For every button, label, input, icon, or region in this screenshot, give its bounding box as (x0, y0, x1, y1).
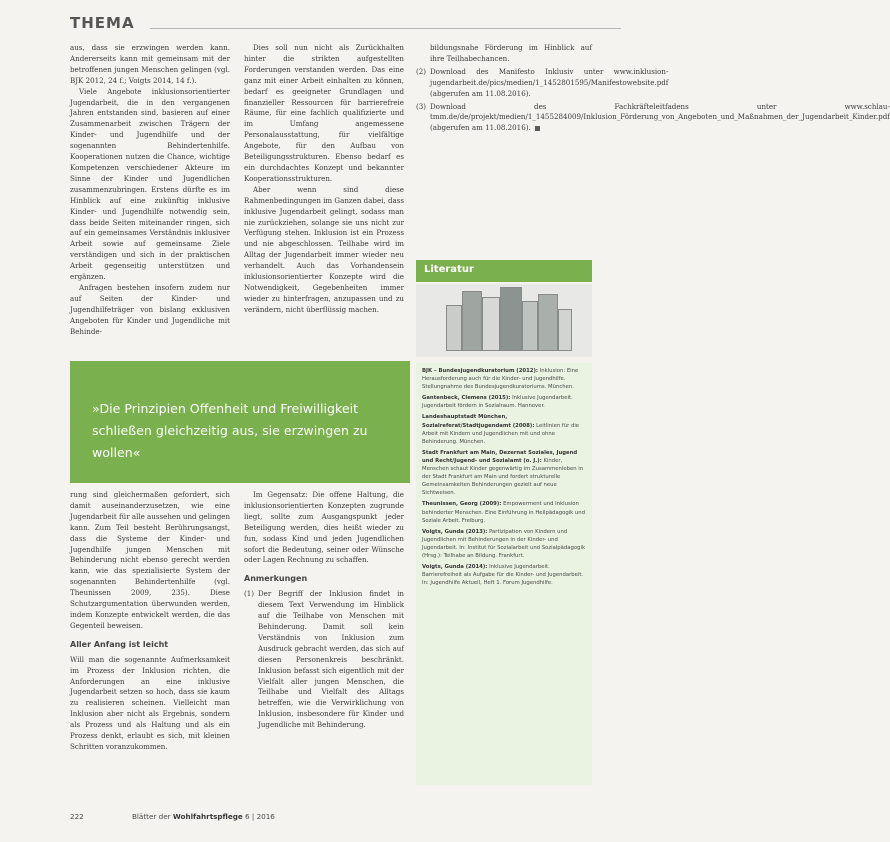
bottom-left-column (70, 490, 230, 753)
publication-name-plain: Blätter der (132, 812, 173, 821)
bottom-middle-column (244, 490, 404, 733)
book-spine (538, 294, 558, 351)
footnote (244, 589, 404, 731)
literature-item (422, 367, 586, 391)
issue-number: 6 | 2016 (245, 812, 275, 821)
page-number: 222 (70, 812, 84, 821)
publication-name (132, 812, 243, 821)
paragraph: rung sind gleichermaßen gefordert, sich damit auseinanderzusetzen, wie eine Jugendarbeit für alle aussehen und gelingen kann. Zum Teil besteht Berührungsangst, dass die Systeme der Kinder- und Jugendhilfe jungen Menschen mit Behinderung nicht ebenso gerecht werden kann, wie das spezialisierte System der sogenannten Behindertenhilfe (vgl. Theunissen 2009, 235). Diese Schutzargumentation überwunden werden, indem Konzepte entwickelt werden, die das Gegenteil beweisen. (70, 490, 231, 630)
literature-item (422, 394, 586, 410)
literature-text: Inklusive Jugendarbeit. Barrierefreiheit als Aufgabe für die Kinder- und Jugendarbeit. In: Jugendhilfe Aktuell, Heft 1. Forum Jugendhilfe. (422, 564, 584, 587)
top-left-column (70, 43, 230, 337)
literature-author: Voigts, Gunda (2014): (422, 564, 488, 571)
literature-author: Stadt Frankfurt am Main, Dezernat Soziales, Jugend und Recht/Jugend- und Sozialamt (o. J.): (422, 449, 578, 464)
page-header (70, 14, 621, 34)
top-right-footnotes (416, 43, 890, 136)
footnote-number: (2) (416, 66, 427, 76)
top-middle-column (244, 43, 404, 316)
literature-item (422, 449, 586, 498)
literature-author: Voigts, Gunda (2013): (422, 528, 488, 535)
literature-item (422, 528, 586, 560)
book-spine (500, 287, 522, 351)
literature-author: BJK – Bundesjugendkuratorium (2012): (422, 368, 539, 374)
book-spine (462, 291, 482, 351)
book-spine (446, 305, 462, 351)
book-spine (558, 309, 572, 351)
book-spine (482, 297, 500, 351)
literature-item (422, 413, 586, 445)
header-rule (150, 28, 621, 29)
page-footer (70, 812, 592, 824)
subheading: Aller Anfang ist leicht (70, 639, 169, 649)
footnote-number: (1) (244, 589, 255, 599)
footnote-number (416, 43, 430, 65)
literature-text: Inklusive Jugendarbeit. Jugendarbeit fördern in Sozialraum. Hannover. (422, 395, 573, 410)
footnote (416, 101, 890, 135)
literature-header (416, 260, 592, 282)
footnote-text: Der Begriff der Inklusion findet in diesem Text Verwendung im Hinblick auf die Teilhabe von Menschen mit Behinderung. Damit soll kein Verständnis von Inklusion zum Ausdruck gebracht werden, das sich auf diesen Personenkreis beschränkt. Inklusion befasst sich eigentlich mit der Vielfalt aller jungen Menschen, die Teilhabe und Vielfalt des Alltags betreffen, wie die Verwirklichung von Inklusion, insbesondere für Kinder und Jugendliche mit Behinderung. (258, 589, 404, 730)
literature-item (422, 500, 586, 524)
footnote-text: Download des Manifesto Inklusiv unter www.inklusion-jugendarbeit.de/pics/medien/1_1452801595/Manifestowebsite.pdf (abgerufen am 11.08.2016). (430, 66, 669, 98)
footnote-number: (3) (416, 101, 427, 111)
publication-name-bold: Wohlfahrtspflege (172, 812, 243, 821)
subheading: Anmerkungen (244, 574, 308, 584)
paragraph: Viele Angebote inklusionsorientierter Jugendarbeit, die in den vergangenen Jahren entstanden sind, basieren auf einer Zusammenarbeit zwischen Trägern der Kinder- und Jugendhilfe und der sogenannten Behindertenhilfe. Kooperationen nutzen die Chance, wichtige Kompetenzen verschiedener Akteure im Sinne der Kinder und Jugendlichen zusammenzubringen. Erstens dürfte es im Hinblick auf eine zukünftig inklusive Kinder- und Jugendhilfe notwendig sein, dass beide Seiten miteinander ringen, sich auf ein gemeinsames Verständnis inklusiver Arbeit sowie auf gemeinsame Ziele verständigen und sich in der praktischen Arbeit gegenseitig unterstützen und ergänzen. (70, 86, 230, 282)
literature-text: Empowerment und Inklusion behinderter Menschen. Eine Einführung in Heilpädagogik und Soziale Arbeit. Freiburg. (422, 501, 585, 524)
literature-author: Theunissen, Georg (2009): (422, 501, 502, 508)
literature-author: Landeshauptstadt München, Sozialreferat/Stadtjugendamt (2008): (422, 414, 535, 429)
literature-text: Inklusion: Eine Herausforderung auch für die Kinder- und Jugendhilfe. Stellungnahme des Bundesjugendkuratoriums. München. (422, 368, 579, 391)
literature-text: Leitlinien für die Arbeit mit Kindern und Jugendlichen mit und ohne Behinderung. München. (422, 422, 580, 445)
literature-item (422, 563, 586, 587)
pull-quote: »Die Prinzipien Offenheit und Freiwilligkeit schließen gleichzeitig aus, sie erzwingen zu wollen« (92, 401, 368, 460)
paragraph: Im Gegensatz: Die offene Haltung, die inklusionsorientierten Konzepten zugrunde liegt, sollte zum Ausgangspunkt jeder Beteiligung werden, dies heißt wieder zu fun, sodass Kind und jeden Jugendlichen sofort die Bedeutung, seiner oder Wünsche oder Lagen Rechnung zu schaffen. (244, 490, 404, 565)
footnote-text: Download des Fachkräfteleitfadens unter www.schlau-tmm.de/de/projekt/medien/1_1455284009/Inklusion_Förderung_von_Angeboten_und_Maßnahmen_der_Jugendarbeit_Kinder.pdf (abgerufen am 11.08.2016). (430, 101, 890, 133)
literature-text: Partizipation von Kindern und Jugendlichen mit Behinderungen in der Kinder- und Jugendarbeit. In: Institut für Sozialarbeit und Sozialpädagogik (Hrsg.): Teilhabe an Bildung. Frankfurt. (422, 528, 586, 559)
pull-quote-box (70, 361, 410, 483)
literature-title: Literatur (424, 264, 474, 275)
paragraph: Anfragen bestehen insofern zudem nur auf Seiten der Kinder- und Jugendhilfeträger von bislang exklusiven Angeboten für Kinder und Jugendliche mit Behinde- (70, 282, 230, 336)
book-spine (522, 301, 538, 351)
literature-list (416, 363, 592, 785)
paragraph: aus, dass sie erzwingen werden kann. Andererseits kann mit gemeinsam mit der betroffenen jungen Menschen gelingen (vgl. BJK 2012, 24 f.; Voigts 2014, 14 f.). (70, 43, 230, 85)
paragraph: Will man die sogenannte Aufmerksamkeit im Prozess der Inklusion richten, die Anforderungen an eine inklusive Jugendarbeit setzen so hoch, dass sie kaum zu realisieren scheinen. Vielleicht man Inklusion aber nicht als Ergebnis, sondern als Prozess und als Haltung und als ein Prozess denkt, erlaubt es sich, mit kleinen Schritten voranzukommen. (70, 654, 230, 751)
paragraph: Aber wenn sind diese Rahmenbedingungen im Ganzen dabei, dass inklusive Jugendarbeit gelingt, sodass man nie zurückziehen, solange sie uns nicht zur Verfügung stehen. Inklusion ist ein Prozess und nie abgeschlossen. Teilhabe wird im Alltag der Jugendarbeit immer wieder neu verhandelt. Auch das Vorhandensein inklusionsorientierter Konzepte wird die Notwendigkeit, Gegebenheiten immer wieder zu hinterfragen, anzupassen und zu verändern, nicht überflüssig machen. (244, 184, 404, 314)
literature-text: Kinder, Menschen schaut Kinder gegenwärtig im Zusammenleben in der Stadt Frankfurt am Main und fordert strukturelle Gemeinsamkeiten Behinderungen gezielt auf neue Sichtweisen. (422, 457, 584, 497)
literature-author: Gantenbeck, Clemens (2015): (422, 395, 511, 402)
footnote (416, 66, 669, 100)
books-image (416, 284, 592, 357)
article-end-mark (535, 126, 540, 131)
paragraph: Dies soll nun nicht als Zurückhalten hinter die strikten aufgestellten Forderungen verstanden werden. Das eine ganz mit einer Arbeit einhalten zu können, bedarf es geeigneter Grundlagen und finanzieller Ressourcen für barrierefreie Räume, für eine fachlich qualifizierte und im Umfang angemessene Personalausstattung, für vielfältige Angebote, für den Aufbau von Beteiligungsstrukturen. Ebenso bedarf es ein durchdachtes Konzept und bekannter Kooperationsstrukturen. (244, 43, 404, 183)
footnote (416, 43, 592, 65)
footnote-text: bildungsnahe Förderung im Hinblick auf ihre Teilhabechancen. (430, 43, 592, 63)
section-title: THEMA (70, 14, 135, 32)
